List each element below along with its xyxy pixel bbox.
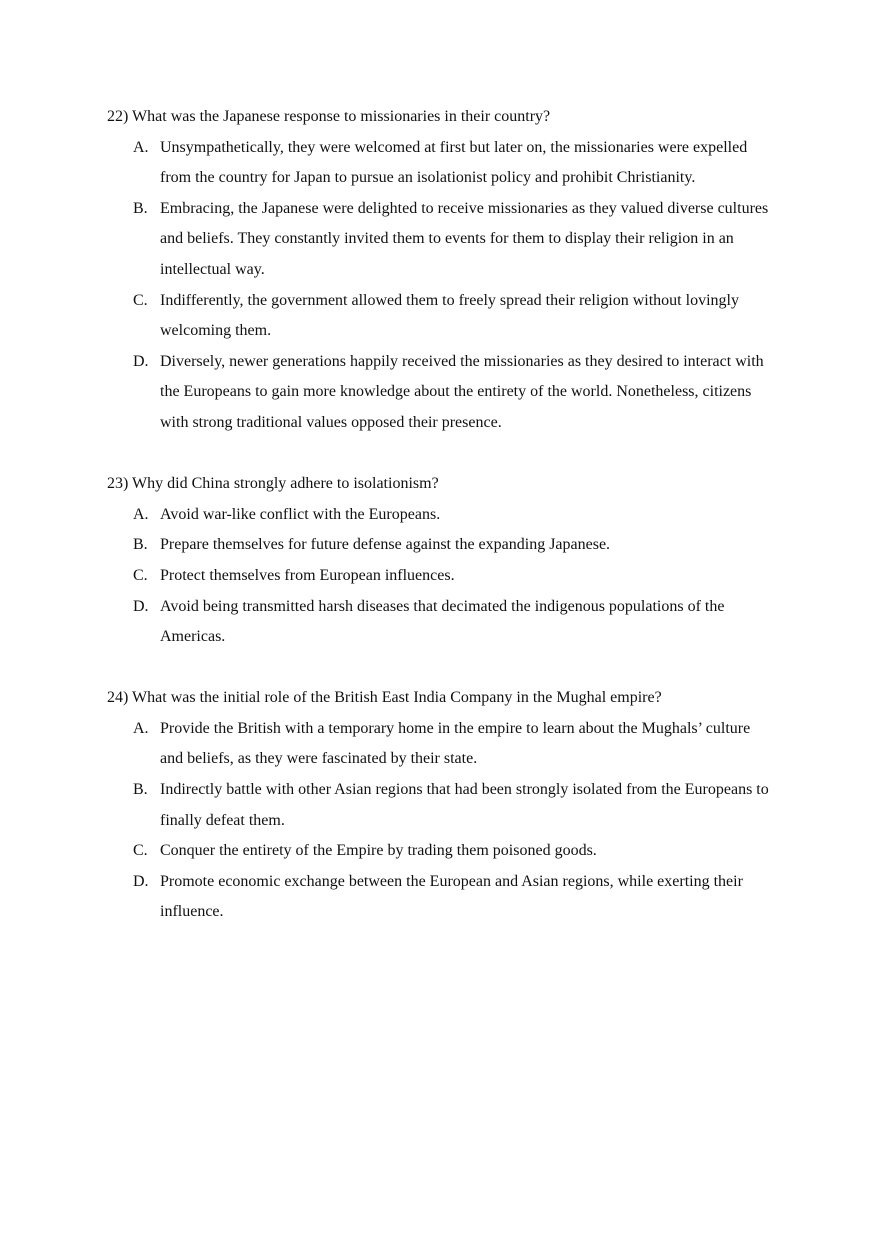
option-text: Prepare themselves for future defense against the expanding Japanese. — [160, 536, 611, 554]
question-24 — [107, 683, 787, 928]
question-prompt: What was the Japanese response to missionaries in their country? — [132, 108, 551, 125]
option-letter: C. — [133, 842, 148, 860]
option-text: Avoid being transmitted harsh diseases that decimated the indigenous populations of the Americas. — [160, 597, 725, 646]
option-text: Indifferently, the government allowed them to freely spread their religion without lovingly welcoming them. — [160, 291, 739, 340]
option-text: Unsympathetically, they were welcomed at first but later on, the missionaries were expelled from the country for Japan to pursue an isolationist policy and prohibit Christianity. — [160, 138, 748, 187]
option-letter: C. — [133, 291, 148, 309]
option-text: Indirectly battle with other Asian regions that had been strongly isolated from the Europeans to finally defeat them. — [160, 781, 769, 829]
option-letter: D. — [133, 872, 149, 890]
option-text: Avoid war-like conflict with the Europeans. — [160, 505, 441, 523]
option-letter: B. — [133, 781, 148, 799]
option-letter: A. — [133, 505, 149, 523]
answer-option — [107, 194, 775, 286]
answer-option — [107, 775, 775, 836]
option-letter: A. — [133, 138, 149, 156]
document-page — [107, 102, 787, 959]
question-text — [107, 683, 787, 714]
answer-option — [107, 286, 775, 347]
answer-option — [107, 530, 775, 561]
question-22 — [107, 102, 787, 439]
option-letter: C. — [133, 566, 148, 584]
question-number: 23) — [107, 475, 129, 493]
answer-option — [107, 592, 775, 653]
question-prompt: What was the initial role of the British East India Company in the Mughal empire? — [132, 689, 662, 707]
option-letter: A. — [133, 719, 149, 737]
answer-option — [107, 867, 775, 928]
question-text — [107, 102, 787, 133]
question-23 — [107, 469, 787, 653]
answer-option — [107, 133, 775, 194]
question-number: 24) — [107, 689, 129, 707]
question-text — [107, 469, 787, 500]
option-letter: B. — [133, 199, 148, 217]
option-text: Protect themselves from European influences. — [160, 566, 455, 584]
option-text: Provide the British with a temporary home in the empire to learn about the Mughals’ culture and beliefs, as they were fascinated by their state. — [160, 719, 751, 768]
answer-option — [107, 347, 775, 439]
option-text: Conquer the entirety of the Empire by trading them poisoned goods. — [160, 842, 597, 860]
answer-option — [107, 836, 775, 867]
option-text: Diversely, newer generations happily received the missionaries as they desired to interact with the Europeans to gain more knowledge about the entirety of the world. Nonetheless, citizens with strong traditional values opposed their presence. — [160, 352, 764, 431]
option-letter: B. — [133, 536, 148, 554]
option-text: Promote economic exchange between the European and Asian regions, while exerting their influence. — [160, 872, 743, 921]
question-prompt: Why did China strongly adhere to isolationism? — [132, 475, 439, 493]
option-letter: D. — [133, 352, 149, 370]
question-number: 22) — [107, 108, 129, 125]
option-letter: D. — [133, 597, 149, 615]
option-text: Embracing, the Japanese were delighted to receive missionaries as they valued diverse cultures and beliefs. They constantly invited them to events for them to display their religion in an intellectual way. — [160, 199, 769, 278]
answer-option — [107, 561, 775, 592]
answer-option — [107, 714, 775, 775]
answer-option — [107, 500, 775, 531]
